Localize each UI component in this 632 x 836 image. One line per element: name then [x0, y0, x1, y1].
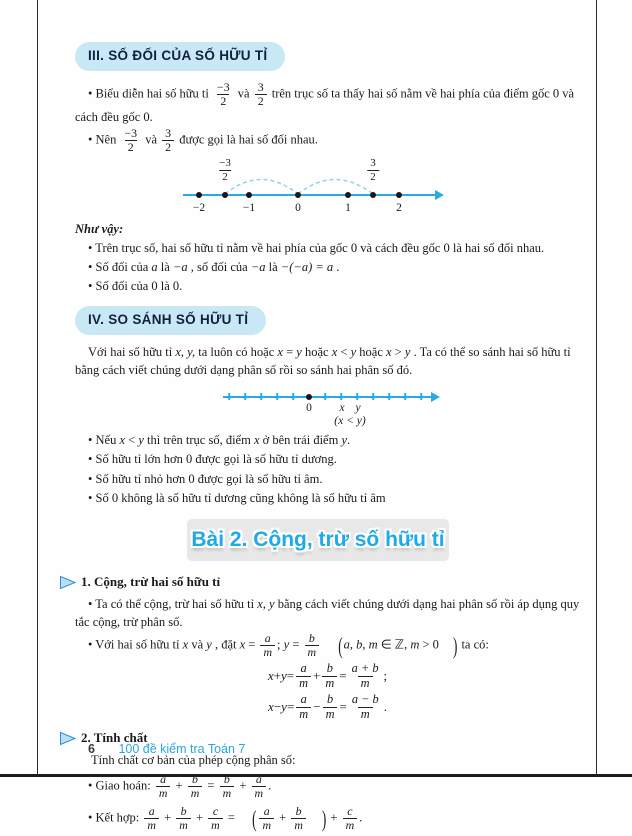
- number-line-comparison: [223, 383, 448, 427]
- page-footer: [88, 742, 245, 756]
- section-heading-3: [75, 42, 285, 71]
- subheading-1-label: 1. Cộng, trừ hai số hữu tỉ: [81, 573, 221, 589]
- subheading-1: [60, 573, 580, 592]
- axis-caption: (x < y): [334, 415, 366, 428]
- page-number: 6: [88, 742, 95, 756]
- tick-label: −1: [242, 201, 256, 214]
- tick-label: 0: [306, 402, 312, 415]
- tick-label: −2: [192, 201, 206, 214]
- paragraph: • Biểu diễn hai số hữu tỉ $\frac{-3}{2}$ và $\frac{3}{2}$ trên trục số ta thấy hai số nằm về hai phía của điểm gốc 0 và cách đều gốc 0.: [75, 79, 575, 124]
- subheading-2-label: 2. Tính chất: [81, 730, 148, 746]
- point-dot: [196, 192, 202, 198]
- point-dot: [370, 192, 376, 198]
- section-heading-3-label: III. SỐ ĐỐI CỦA SỐ HỮU TỈ: [88, 48, 268, 63]
- axis-arrowhead-icon: [435, 190, 444, 200]
- nhu-vay-label: Như vậy:: [75, 221, 124, 236]
- bullet-item: • Số đối của a là −a , số đối của −a là −(−a) = a .: [88, 260, 340, 275]
- fraction-label-left: $\frac{-3}{2}$: [219, 156, 231, 183]
- page-left-rule: [37, 0, 38, 775]
- point-dot: [295, 192, 301, 198]
- bullet-item: • Số 0 không là số hữu tỉ dương cũng không là số hữu tỉ âm: [88, 490, 386, 505]
- point-dot: [396, 192, 402, 198]
- fraction-label-right: $\frac{3}{2}$: [367, 157, 379, 183]
- point-dot: [246, 192, 252, 198]
- triangle-bullet-icon: [60, 732, 76, 745]
- intro-line: Tính chất cơ bản của phép cộng phân số:: [91, 753, 296, 768]
- tick-label: y: [355, 402, 361, 415]
- lesson-title: Bài 2. Cộng, trừ số hữu tỉ: [191, 527, 445, 551]
- tick-label: 1: [345, 201, 351, 214]
- number-line-opposites: [183, 157, 463, 217]
- page-content: [75, 0, 580, 833]
- bullet-item: • Trên trục số, hai số hữu tỉ nằm về hai phía của gốc 0 và cách đều gốc 0 là hai số đối nhau.: [88, 241, 545, 256]
- paragraph: • Nên $\frac{-3}{2}$ và $\frac{3}{2}$ được gọi là hai số đối nhau.: [88, 125, 318, 154]
- bullet-item: • Kết hợp: $\frac{a}{m}$ + $\frac{b}{m}$ + $\frac{c}{m}$ = ( $\frac{a}{m}$ + $\frac{b}{m}$ ) + $\frac{c}{m}$ .: [88, 804, 363, 833]
- bullet-item: • Số hữu tỉ lớn hơn 0 được gọi là số hữu tỉ dương.: [88, 452, 337, 467]
- bullet-item: • Số hữu tỉ nhỏ hơn 0 được gọi là số hữu tỉ âm.: [88, 471, 323, 486]
- tick-label: x: [339, 402, 345, 415]
- bullet-item: • Ta có thể cộng, trừ hai số hữu tỉ x, y bằng cách viết chúng dưới dạng hai phân số rồi áp dụng quy tắc cộng, trừ phân số.: [75, 596, 580, 629]
- tick-label: 2: [396, 201, 402, 214]
- bullet-item: • Số đối của 0 là 0.: [88, 279, 183, 294]
- bullet-item: • Với hai số hữu tỉ x và y , đặt x = $\frac{a}{m}$ ; y = $\frac{b}{m}$ (a, b, m ∈ ℤ, m > 0 ) ta có:: [88, 630, 489, 659]
- axis-line: [223, 396, 431, 398]
- bullet-item: • Giao hoán: $\frac{a}{m}$ + $\frac{b}{m}$ = $\frac{b}{m}$ + $\frac{a}{m}$ .: [88, 772, 272, 801]
- tick-label: 0: [295, 201, 301, 214]
- section-heading-4-label: IV. SO SÁNH SỐ HỮU TỈ: [88, 312, 249, 328]
- section-heading-4: [75, 306, 266, 335]
- formula-addition: x + y = $\frac{a}{m}$ + $\frac{b}{m}$ = $\frac{a + b}{m}$ ;: [267, 660, 388, 690]
- point-dot: [222, 192, 228, 198]
- triangle-bullet-icon: [60, 576, 76, 589]
- formula-subtraction: x − y = $\frac{a}{m}$ − $\frac{b}{m}$ = $\frac{a - b}{m}$ .: [268, 692, 387, 721]
- paragraph: Với hai số hữu tỉ x, y, ta luôn có hoặc x = y hoặc x < y hoặc x > y . Ta có thể so sánh hai số hữu tỉ bằng cách viết chúng dưới dạng phân số rồi so sánh hai phân số đó.: [75, 345, 571, 378]
- page-right-rule: [596, 0, 597, 775]
- point-dot: [345, 192, 351, 198]
- book-title: 100 đề kiểm tra Toán 7: [118, 742, 246, 756]
- bullet-item: • Nếu x < y thì trên trục số, điểm x ở bên trái điểm y.: [88, 433, 351, 448]
- lesson-banner: [187, 519, 449, 561]
- axis-arrowhead-icon: [431, 392, 440, 402]
